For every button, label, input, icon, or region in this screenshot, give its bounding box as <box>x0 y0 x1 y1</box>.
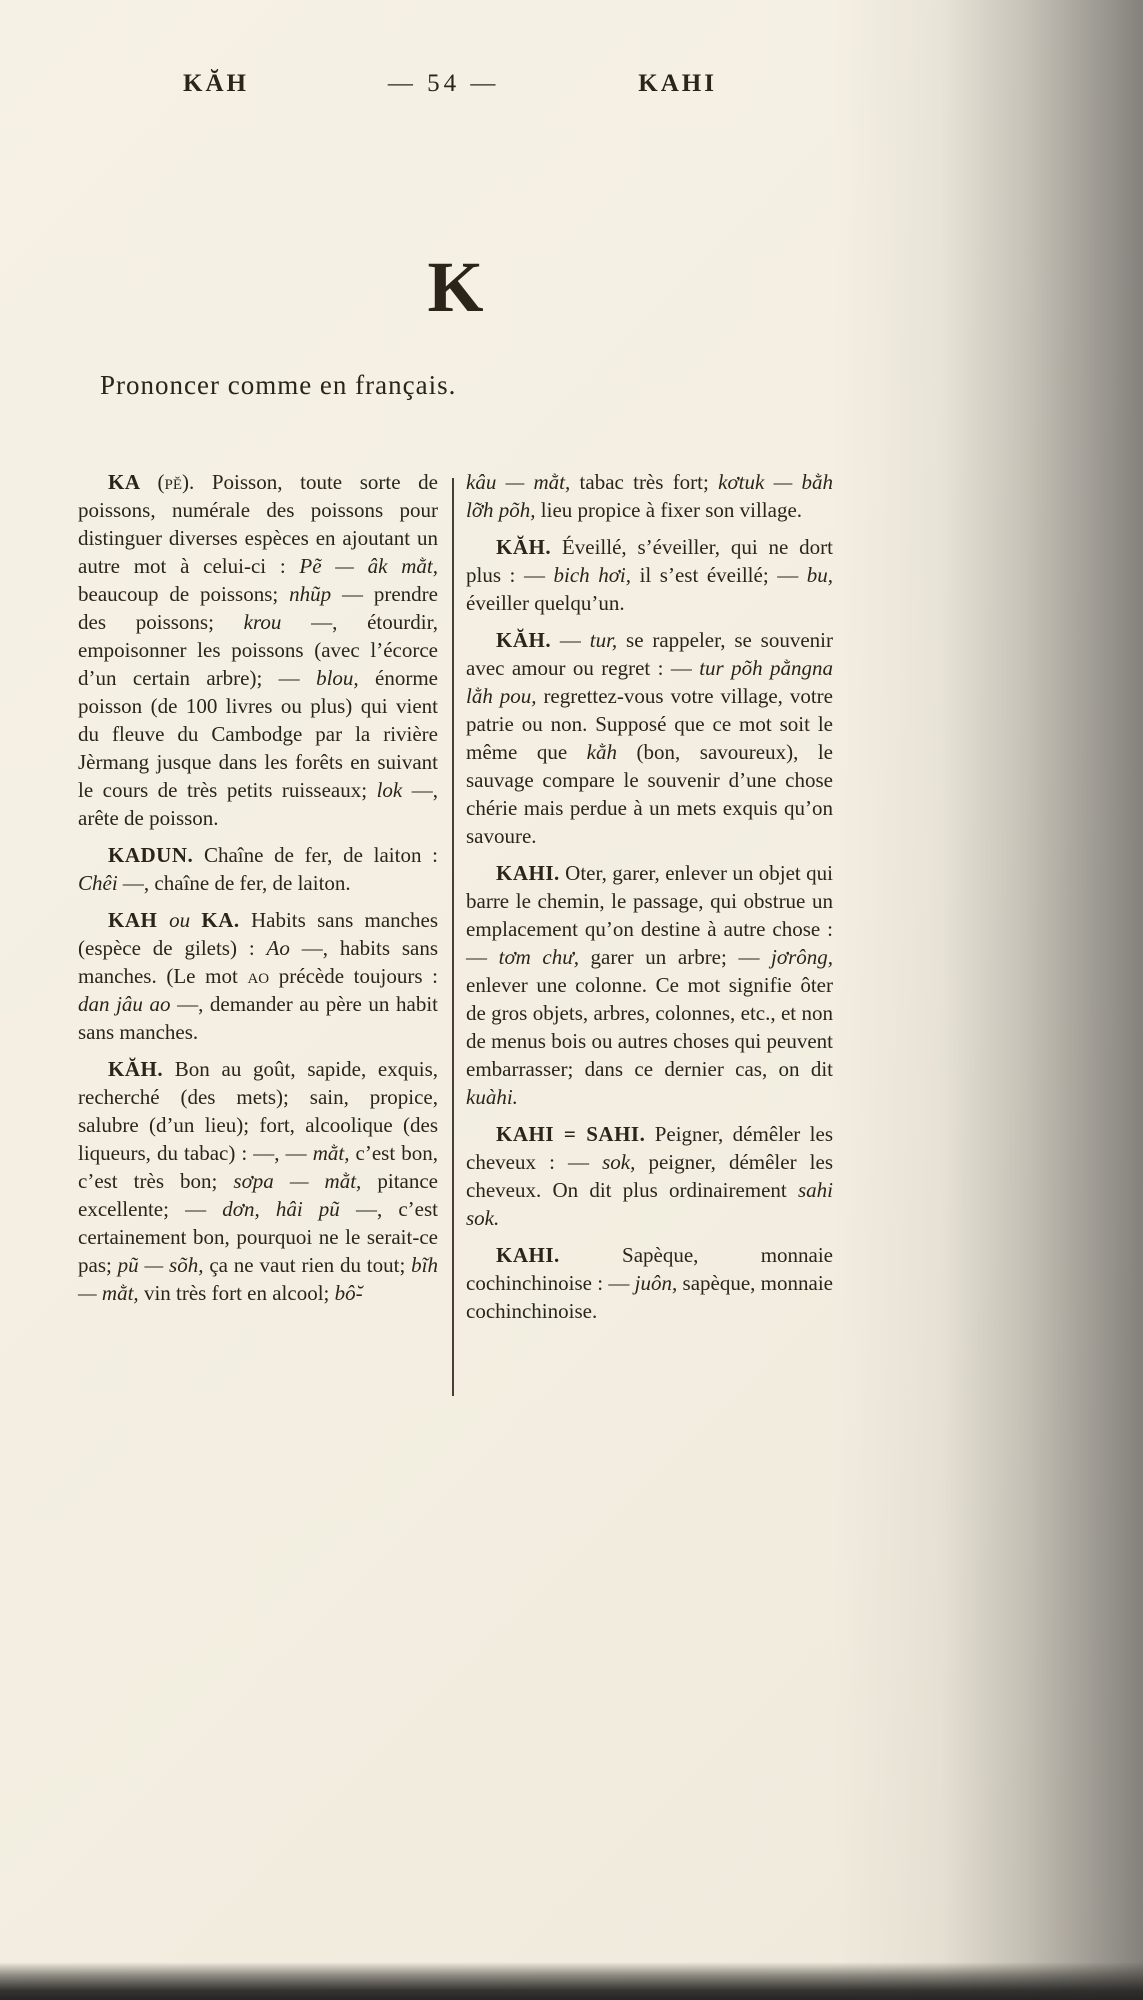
entry-headword: KA. <box>201 908 240 932</box>
dictionary-entry <box>466 1241 833 1325</box>
entry-foreign-term: sơpa — mằt, <box>233 1169 378 1193</box>
entry-foreign-term: dơn, hâi pũ <box>222 1197 356 1221</box>
entry-foreign-term: kơtuk — bằh lỡh põh, <box>466 470 834 522</box>
entry-text: pitance excellente; — <box>78 1169 438 1221</box>
entry-text: vin très fort en alcool; <box>143 1281 335 1305</box>
left-column <box>78 468 438 1316</box>
entry-text: Chaîne de fer, de laiton : <box>193 843 438 867</box>
entry-text: tabac très fort; <box>579 470 719 494</box>
entry-text: (bon, savoureux), le sauvage compare le souvenir d’une chose chérie mais perdue à un mets exquis qu’on savoure. <box>466 740 833 848</box>
entry-foreign-term: Ao <box>266 936 302 960</box>
entry-foreign-term: blou, <box>316 666 376 690</box>
entry-foreign-term: tur, <box>589 628 627 652</box>
entry-text: ao <box>247 964 279 988</box>
entry-foreign-term: kuàhi. <box>466 1085 518 1109</box>
entry-foreign-term: bich hơi, <box>553 563 640 587</box>
entry-foreign-term: Pẽ — âk mằt, <box>299 554 438 578</box>
dictionary-entry <box>78 1055 438 1307</box>
entry-foreign-term: ou <box>169 908 202 932</box>
entry-text: Habits sans manches (espèce de gilets) : <box>78 908 438 960</box>
entry-foreign-term: dan jâu ao <box>78 992 178 1016</box>
entry-headword: KAHI = SAHI. <box>496 1122 646 1146</box>
entry-headword: KAH <box>108 908 170 932</box>
entry-text: —, arête de poisson. <box>78 778 438 830</box>
entry-headword: KAHI. <box>496 861 560 885</box>
entry-text: il s’est éveillé; — <box>639 563 807 587</box>
entry-foreign-term: juôn, <box>634 1271 683 1295</box>
entry-foreign-term: bô̆- <box>334 1281 363 1305</box>
page-header <box>183 70 717 98</box>
entry-text: c’est bon, c’est très bon; <box>78 1141 438 1193</box>
entry-text: regrettez-vous votre village, votre patrie ou non. Supposé que ce mot soit le même que <box>466 684 833 764</box>
entry-text: Poisson, toute sorte de poissons, numérale des poissons pour distinguer diverses espèces en ajoutant un autre mot à celui-ci : <box>78 470 438 578</box>
entry-text: — prendre des poissons; <box>78 582 438 634</box>
dictionary-entry <box>78 906 438 1046</box>
dictionary-entry <box>466 1120 833 1232</box>
entry-text: précède toujours : <box>278 964 438 988</box>
entry-text: lieu propice à fixer son village. <box>540 498 803 522</box>
entry-text: —, étourdir, empoisonner les poissons (avec l’écorce d’un certain arbre); — <box>78 610 438 690</box>
entry-foreign-term: bu, <box>806 563 834 587</box>
entry-foreign-term: mằt, <box>312 1141 356 1165</box>
page-number: — 54 — <box>387 70 500 97</box>
entry-text: garer un arbre; — <box>590 945 772 969</box>
entry-headword: KA <box>108 470 158 494</box>
pronunciation-note: Prononcer comme en français. <box>100 370 457 400</box>
entry-text: peigner, démêler les cheveux. On dit plus ordinairement <box>466 1150 834 1202</box>
entry-foreign-term: lok <box>376 778 412 802</box>
entry-headword: KĂH. <box>108 1057 164 1081</box>
entry-text: —, demander au père un habit sans manches. <box>78 992 438 1044</box>
entry-text: Sapèque, monnaie cochinchinoise : — <box>466 1243 833 1295</box>
entry-foreign-term: krou <box>243 610 312 634</box>
entry-foreign-term: jơrông, <box>771 945 834 969</box>
entry-foreign-term: sahi sok. <box>466 1178 833 1230</box>
entry-text: sapèque, monnaie cochinchinoise. <box>466 1271 833 1323</box>
entry-headword: KADUN. <box>108 843 194 867</box>
entry-text: enlever une colonne. Ce mot signifie ôter de gros objets, arbres, colonnes, etc., et non de menus bois ou autres choses qui peuvent embarrasser; dans ce dernier cas, on dit <box>466 973 833 1081</box>
entry-foreign-term: kằh <box>586 740 637 764</box>
running-head-left: KĂH <box>183 70 249 97</box>
entry-text: —, chaîne de fer, de laiton. <box>122 871 351 895</box>
entry-text: Oter, garer, enlever un objet qui barre le chemin, le passage, qui obstrue un emplacement qu’on destine à autre chose : — <box>466 861 833 969</box>
entry-foreign-term: tur põh pằngna lằh pou, <box>466 656 833 708</box>
entry-foreign-term: sok, <box>602 1150 649 1174</box>
entry-text: —, habits sans manches. (Le mot <box>78 936 439 988</box>
entry-foreign-term: bĩh — mằt, <box>78 1253 438 1305</box>
entry-text: beaucoup de poissons; <box>78 582 290 606</box>
entry-text: (pĕ). <box>157 470 195 494</box>
entry-text: —, c’est certainement bon, pourquoi ne le serait-ce pas; <box>78 1197 438 1277</box>
entry-foreign-term: pũ — sõh, <box>117 1253 210 1277</box>
dictionary-entry <box>466 859 833 1111</box>
scan-bottom-edge <box>0 1962 1143 2000</box>
dictionary-entry <box>466 533 833 617</box>
entry-text: ça ne vaut rien du tout; <box>209 1253 412 1277</box>
right-column <box>466 468 833 1334</box>
entry-text: Éveillé, s’éveiller, qui ne dort plus : — <box>466 535 833 587</box>
entry-headword: KAHI. <box>496 1243 560 1267</box>
entry-text: se rappeler, se souvenir avec amour ou regret : — <box>466 628 833 680</box>
entry-headword: KĂH. <box>496 628 552 652</box>
entry-headword: KĂH. <box>496 535 552 559</box>
entry-foreign-term: kâu — mằt, <box>466 470 580 494</box>
running-head-right: KAHI <box>638 70 717 97</box>
page-edge-shadow <box>833 0 1143 2000</box>
entry-text: — <box>551 628 590 652</box>
dictionary-entry <box>78 841 438 897</box>
entry-text: Bon au goût, sapide, exquis, recherché (des mets); sain, propice, salubre (d’un lieu); fort, alcoolique (des liqueurs, du tabac) : —, — <box>78 1057 438 1165</box>
entry-foreign-term: Chêi <box>78 871 123 895</box>
entry-text: Peigner, démêler les cheveux : — <box>466 1122 833 1174</box>
section-letter: K <box>427 247 485 327</box>
entry-text: éveiller quelqu’un. <box>466 591 625 615</box>
column-divider-rule <box>452 478 454 1396</box>
dictionary-entry <box>466 468 833 524</box>
dictionary-entry <box>466 626 833 850</box>
entry-foreign-term: nhũp <box>289 582 342 606</box>
entry-foreign-term: tơm chư, <box>498 945 591 969</box>
dictionary-entry <box>78 468 438 832</box>
entry-text: énorme poisson (de 100 livres ou plus) qui vient du fleuve du Cambodge par la rivière Jèrmang jusque dans les forêts en suivant le cours de très petits ruisseaux; <box>78 666 439 802</box>
